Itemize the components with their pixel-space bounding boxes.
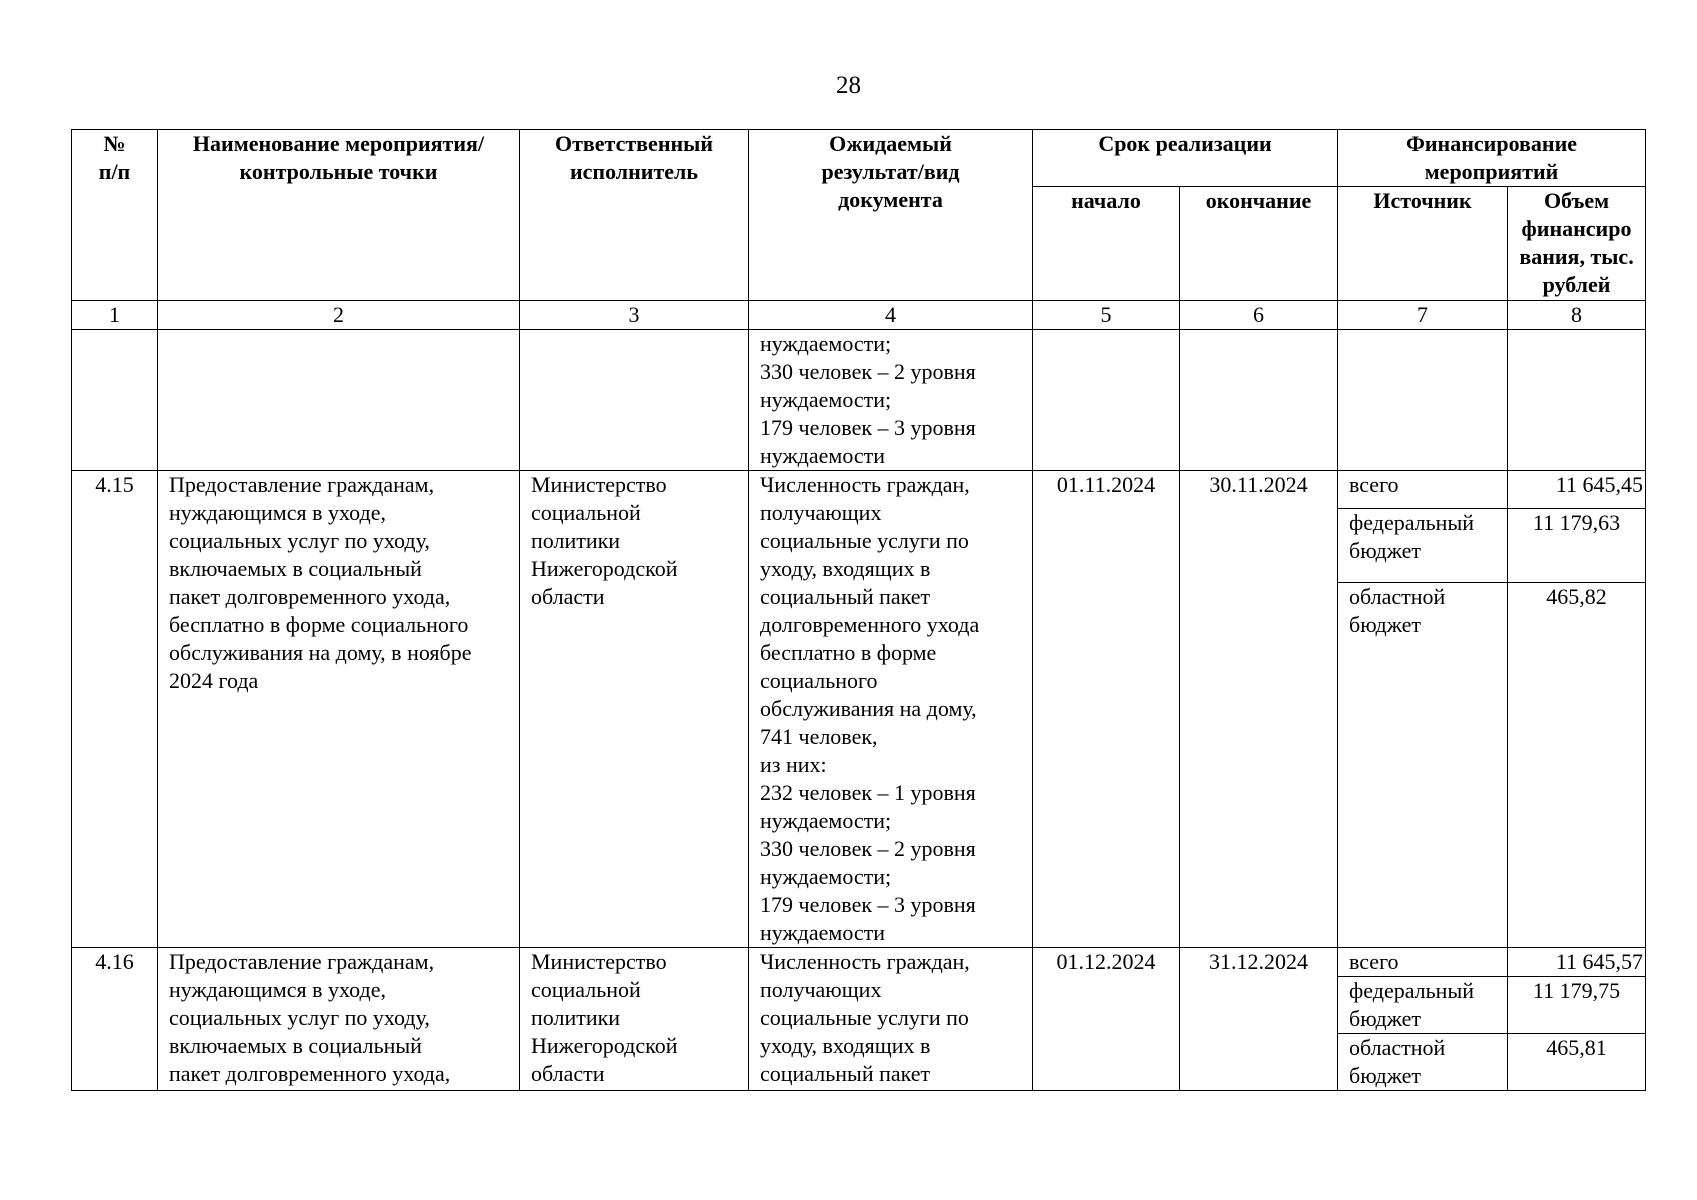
cell-num: 4.16 <box>72 948 158 1091</box>
table-row <box>72 948 1646 977</box>
events-table <box>71 129 1646 1091</box>
header-row <box>72 130 1646 187</box>
cell-amount: 11 645,57 <box>1508 948 1646 977</box>
cell-empty <box>1338 330 1508 471</box>
column-numbers-row <box>72 301 1646 330</box>
cell-num: 4.15 <box>72 471 158 948</box>
column-number: 4 <box>749 301 1033 330</box>
header-source: Источник <box>1338 187 1508 301</box>
header-period: Срок реализации <box>1033 130 1338 187</box>
cell-name: Предоставление гражданам, нуждающимся в уходе, социальных услуг по уходу, включаемых в социальный пакет долговременного ухода, бесплатно в форме социального обслуживания на дому, в ноябре 2024 года <box>158 471 520 948</box>
cell-result: Численность граждан, получающих социальные услуги по уходу, входящих в социальный пакет долговременного ухода бесплатно в форме социального обслуживания на дому, 741 человек, из них: 232 человек – 1 уровня нуждаемости; 330 человек – 2 уровня нуждаемости; 179 человек – 3 уровня нуждаемости <box>749 471 1033 948</box>
cell-empty <box>1508 330 1646 471</box>
cell-start-date: 01.11.2024 <box>1033 471 1180 948</box>
cell-end-date: 30.11.2024 <box>1180 471 1338 948</box>
cell-empty <box>158 330 520 471</box>
cell-empty <box>1033 330 1180 471</box>
cell-source: областной бюджет <box>1338 1034 1508 1091</box>
cell-amount: 465,81 <box>1508 1034 1646 1091</box>
cell-empty <box>1180 330 1338 471</box>
cell-source: областной бюджет <box>1338 583 1508 948</box>
column-number: 8 <box>1508 301 1646 330</box>
header-end: окончание <box>1180 187 1338 301</box>
header-volume: Объем финансиро вания, тыс. рублей <box>1508 187 1646 301</box>
cell-amount: 11 179,75 <box>1508 977 1646 1034</box>
cell-source: федеральный бюджет <box>1338 977 1508 1034</box>
cell-start-date: 01.12.2024 <box>1033 948 1180 1091</box>
column-number: 6 <box>1180 301 1338 330</box>
cell-name: Предоставление гражданам, нуждающимся в уходе, социальных услуг по уходу, включаемых в социальный пакет долговременного ухода, <box>158 948 520 1091</box>
cell-amount: 11 179,63 <box>1508 508 1646 582</box>
column-number: 7 <box>1338 301 1508 330</box>
cell-amount: 11 645,45 <box>1508 471 1646 509</box>
header-result: Ожидаемый результат/вид документа <box>749 130 1033 301</box>
cell-responsible: Министерство социальной политики Нижегородской области <box>520 948 749 1091</box>
table-row-continuation <box>72 330 1646 471</box>
table-row <box>72 471 1646 509</box>
cell-responsible: Министерство социальной политики Нижегородской области <box>520 471 749 948</box>
header-num: № п/п <box>72 130 158 301</box>
cell-source: всего <box>1338 948 1508 977</box>
column-number: 2 <box>158 301 520 330</box>
column-number: 1 <box>72 301 158 330</box>
cell-result: Численность граждан, получающих социальные услуги по уходу, входящих в социальный пакет <box>749 948 1033 1091</box>
header-responsible: Ответственный исполнитель <box>520 130 749 301</box>
cell-result: нуждаемости; 330 человек – 2 уровня нуждаемости; 179 человек – 3 уровня нуждаемости <box>749 330 1033 471</box>
header-financing: Финансирование мероприятий <box>1338 130 1646 187</box>
cell-end-date: 31.12.2024 <box>1180 948 1338 1091</box>
page-number: 28 <box>836 72 861 99</box>
header-start: начало <box>1033 187 1180 301</box>
cell-empty <box>520 330 749 471</box>
cell-source: федеральный бюджет <box>1338 508 1508 582</box>
cell-amount: 465,82 <box>1508 583 1646 948</box>
cell-source: всего <box>1338 471 1508 509</box>
cell-empty <box>72 330 158 471</box>
column-number: 3 <box>520 301 749 330</box>
header-name: Наименование мероприятия/ контрольные точки <box>158 130 520 301</box>
column-number: 5 <box>1033 301 1180 330</box>
